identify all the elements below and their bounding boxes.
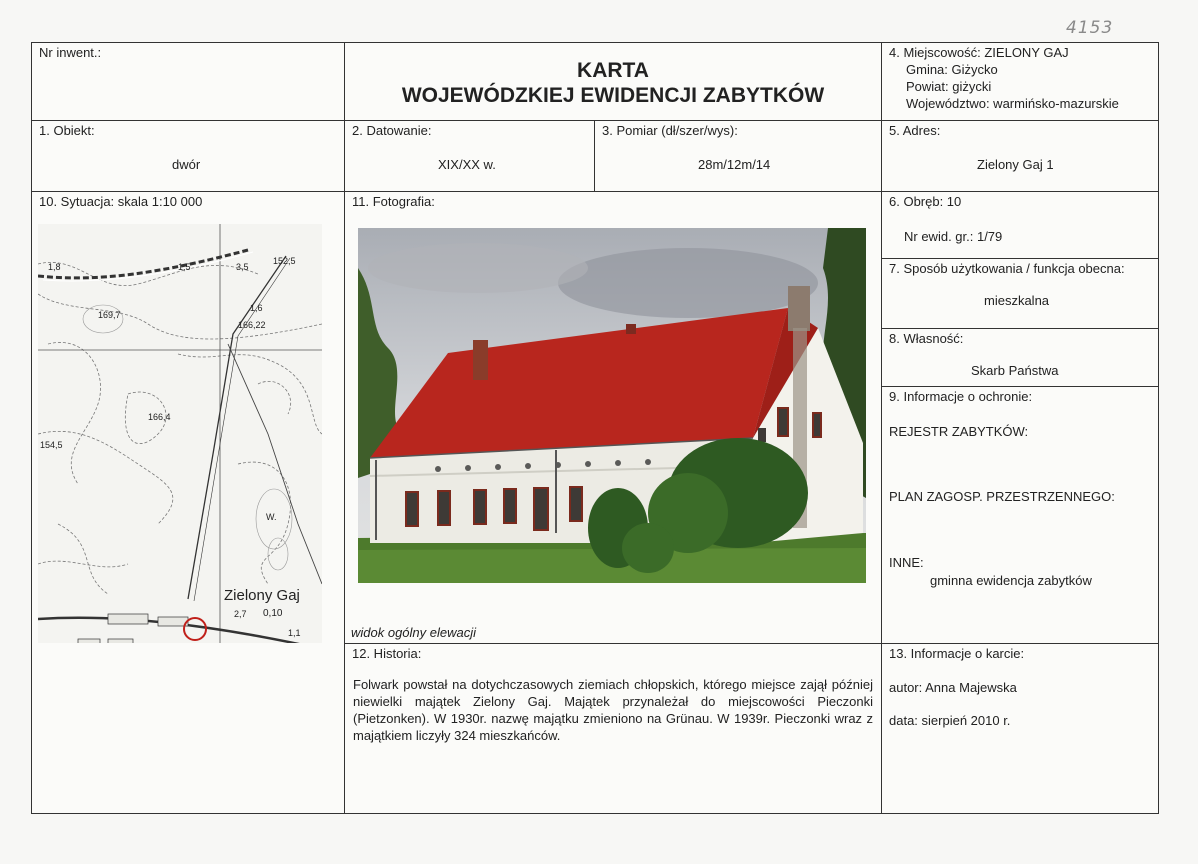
map-label: 154,5 [40,440,63,450]
card-date: data: sierpień 2010 r. [889,713,1011,728]
register-label: REJESTR ZABYTKÓW: [889,424,1029,439]
photo-caption: widok ogólny elewacji [351,625,477,640]
usage-cell [881,258,1159,329]
map-label: 2,7 [234,609,247,619]
photo-label: 11. Fotografia: [352,194,435,209]
address-cell [881,120,1159,192]
location-commune: Gmina: Giżycko [906,62,998,77]
precinct-cell [881,191,1159,259]
precinct-label: 6. Obręb: 10 [889,194,962,209]
map-label: 0,10 [263,608,283,619]
object-value: dwór [172,157,201,172]
map-label: 1,1 [288,628,301,638]
protection-label: 9. Informacje o ochronie: [889,389,1033,404]
address-value: Zielony Gaj 1 [977,157,1054,172]
map-label: 1,6 [250,303,263,313]
ownership-label: 8. Własność: [889,331,964,346]
dating-label: 2. Datowanie: [352,123,432,138]
map-label: Zielony Gaj [224,587,300,604]
inventory-label: Nr inwent.: [39,45,102,60]
card-info-label: 13. Informacje o karcie: [889,646,1025,661]
map-label: 166,22 [238,320,266,330]
map-label: 166,4 [148,412,171,422]
measurement-value: 28m/12m/14 [698,157,771,172]
map-label: 3,5 [236,262,249,272]
protection-cell [881,386,1159,644]
object-label: 1. Obiekt: [39,123,95,138]
location-voivodeship: Województwo: warmińsko-mazurskie [906,96,1119,111]
measurement-label: 3. Pomiar (dł/szer/wys): [602,123,738,138]
location-town: 4. Miejscowość: ZIELONY GAJ [889,45,1069,60]
card-title: KARTA [577,59,649,82]
history-text: Folwark powstał na dotychczasowych ziemiach chłopskich, którego miejsce zajął później niewielki majątek Zielony Gaj. Majątek przynależał do miejscowości Pieczonki (Pietzonken). W 1930r. nazwę majątku zmieniono na Grünau. W 1939r. Pieczonki wraz z majątkiem liczyły 324 mieszkańców. [353,677,873,743]
inventory-cell [31,42,345,121]
history-label: 12. Historia: [352,646,422,661]
situation-cell-lower [31,643,345,814]
address-label: 5. Adres: [889,123,941,138]
card-subtitle: WOJEWÓDZKIEJ EWIDENCJI ZABYTKÓW [401,84,825,107]
other-protection-label: INNE: [889,555,924,570]
object-cell [31,120,345,192]
photo-manor [358,228,866,583]
usage-label: 7. Sposób użytkowania / funkcja obecna: [889,261,1125,276]
map-label: 1,8 [48,262,61,272]
situation-cell [31,191,345,644]
parcel-number: Nr ewid. gr.: 1/79 [904,229,1003,244]
photo-cell [344,191,882,644]
situation-label: 10. Sytuacja: skala 1:10 000 [39,194,203,209]
ownership-cell [881,328,1159,387]
page-number: 4153 [1066,18,1114,38]
map-label: 152,5 [273,256,296,266]
ownership-value: Skarb Państwa [971,363,1059,378]
location-county: Powiat: giżycki [906,79,992,94]
location-cell [881,42,1159,121]
spatial-plan-label: PLAN ZAGOSP. PRZESTRZENNEGO: [889,489,1115,504]
other-protection-value: gminna ewidencja zabytków [930,573,1092,588]
map-label: 1,5 [178,262,191,272]
card-info-cell [881,643,1159,814]
map-label: W. [266,512,277,522]
history-cell [344,643,882,814]
measurement-cell [594,120,882,192]
card-author: autor: Anna Majewska [889,680,1017,695]
dating-value: XIX/XX w. [438,157,496,172]
dating-cell [344,120,595,192]
usage-value: mieszkalna [984,293,1050,308]
map-label: 169,7 [98,310,121,320]
title-cell [344,42,882,121]
